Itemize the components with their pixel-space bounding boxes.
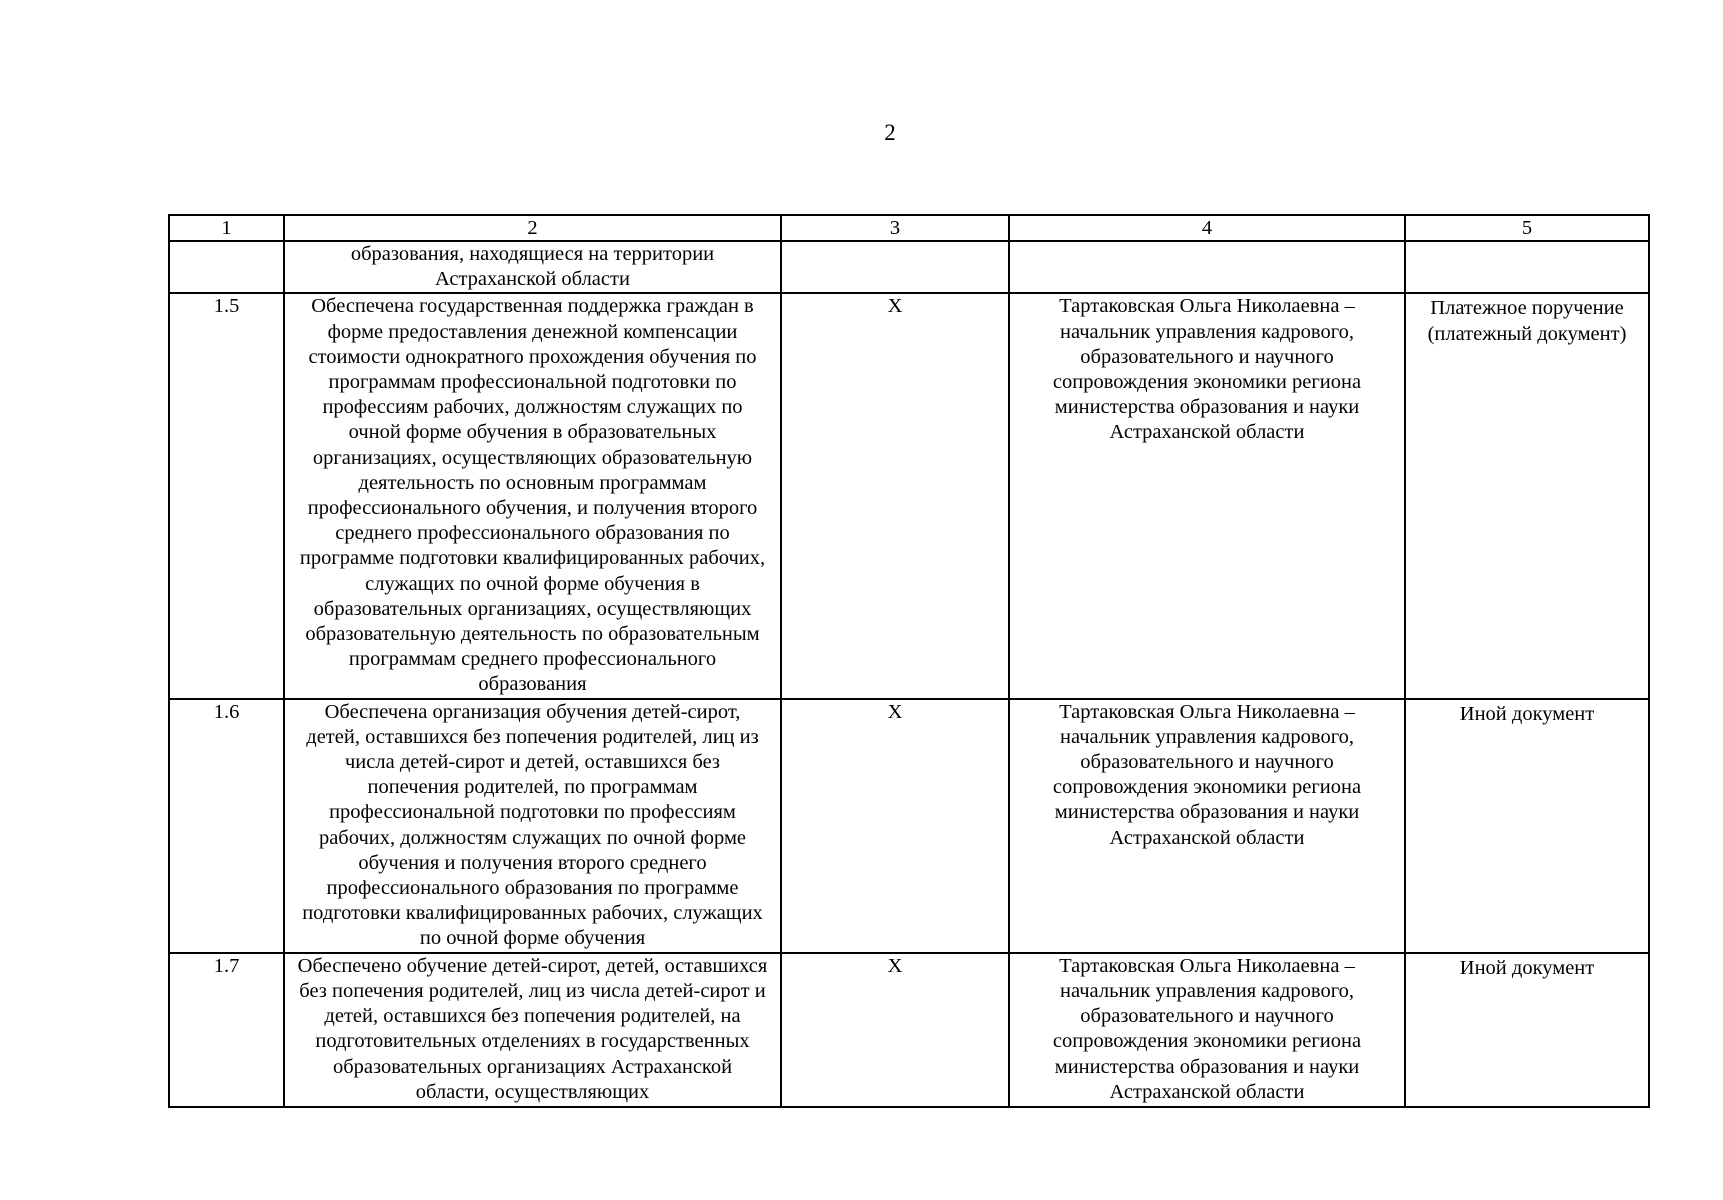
row-col3-cell (781, 241, 1009, 293)
row-col3-cell: Х (781, 293, 1009, 698)
row-document-cell (1405, 293, 1649, 698)
table-header-row (169, 215, 1649, 241)
table-row-1-7 (169, 953, 1649, 1107)
column-header-4: 4 (1009, 215, 1405, 241)
row-document-cell (1405, 241, 1649, 293)
table-row-continuation (169, 241, 1649, 293)
row-responsible-text: Тартаковская Ольга Николаевна – начальник управления кадрового, образовательного и научного сопровождения экономики региона министерства образования и науки Астраханской области (1052, 954, 1362, 1103)
row-description-text: Обеспечена организация обучения детей-сирот, детей, оставшихся без попечения родителей, лиц из числа детей-сирот и детей, оставшихся без попечения родителей, по программам профессиональной подготовки по профессиям рабочих, должностям служащих по очной форме обучения и получения второго среднего профессионального образования по программе подготовки квалифицированных рабочих, служащих по очной форме обучения (302, 700, 763, 950)
row-description-cell (284, 293, 781, 698)
row-description-cell (284, 953, 781, 1107)
row-description-text: Обеспечена государственная поддержка граждан в форме предоставления денежной компенсации стоимости однократного прохождения обучения по программам профессиональной подготовки по профессиям рабочих, должностям служащих по очной форме обучения в образовательных организациях, осуществляющих образовательную деятельность по основным программам профессионального обучения, и получения второго среднего профессионального образования по программе подготовки квалифицированных рабочих, служащих по очной форме обучения в образовательных организациях, осуществляющих образовательную деятельность по образовательным программам среднего профессионального образования (299, 295, 766, 696)
table-row-1-5 (169, 293, 1649, 698)
row-document-cell (1405, 699, 1649, 953)
row-document-text: Иной документ (1459, 956, 1595, 979)
plan-table (168, 214, 1650, 1108)
row-description-cell (284, 699, 781, 953)
row-responsible-text: Тартаковская Ольга Николаевна – начальник управления кадрового, образовательного и научного сопровождения экономики региона министерства образования и науки Астраханской области (1052, 700, 1362, 849)
row-number-cell: 1.7 (169, 953, 284, 1107)
row-description-text: Обеспечено обучение детей-сирот, детей, оставшихся без попечения родителей, лиц из числа детей-сирот и детей, оставшихся без попечения родителей, на подготовительных отделениях в государственных образовательных организациях Астраханской области, осуществляющих (297, 954, 768, 1103)
row-document-text: Иной документ (1459, 702, 1595, 725)
row-number-cell: 1.6 (169, 699, 284, 953)
row-description-text: образования, находящиеся на территории Астраханской области (350, 243, 715, 291)
row-responsible-cell (1009, 241, 1405, 293)
row-description-cell (284, 241, 781, 293)
row-responsible-cell (1009, 699, 1405, 953)
row-document-text: Платежное поручение (платежный документ) (1427, 297, 1627, 345)
row-col3-cell: Х (781, 699, 1009, 953)
row-number-cell: 1.5 (169, 293, 284, 698)
column-header-5: 5 (1405, 215, 1649, 241)
column-header-2: 2 (284, 215, 781, 241)
row-responsible-text: Тартаковская Ольга Николаевна – начальник управления кадрового, образовательного и научного сопровождения экономики региона министерства образования и науки Астраханской области (1052, 295, 1362, 444)
row-document-cell (1405, 953, 1649, 1107)
column-header-1: 1 (169, 215, 284, 241)
row-col3-cell: Х (781, 953, 1009, 1107)
row-responsible-cell (1009, 293, 1405, 698)
page-number: 2 (884, 120, 896, 145)
table-row-1-6 (169, 699, 1649, 953)
row-responsible-cell (1009, 953, 1405, 1107)
row-number-cell (169, 241, 284, 293)
column-header-3: 3 (781, 215, 1009, 241)
